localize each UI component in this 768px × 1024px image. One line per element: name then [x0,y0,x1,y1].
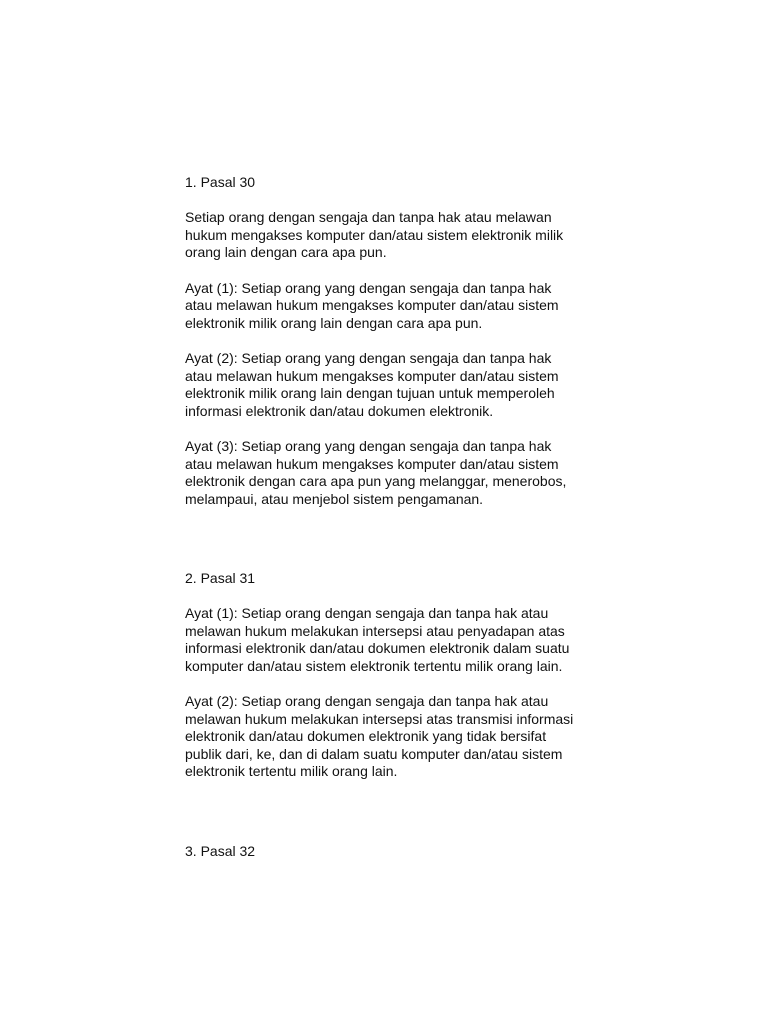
paragraph [185,350,585,420]
text-line: publik dari, ke, dan di dalam suatu komputer dan/atau sistem [185,745,563,762]
text-line: atau melawan hukum mengakses komputer dan/atau sistem [185,367,559,384]
section-pasal-32 [185,843,585,861]
section-heading: 2. Pasal 31 [185,569,256,586]
text-line: hukum mengakses komputer dan/atau sistem elektronik milik [185,226,564,243]
text-line: Ayat (3): Setiap orang yang dengan sengaja dan tanpa hak [185,437,552,454]
text-line: Ayat (1): Setiap orang dengan sengaja dan tanpa hak atau [185,605,549,622]
text-line: informasi elektronik dan/atau dokumen elektronik dalam suatu [185,640,570,657]
text-line: elektronik milik orang lain dengan cara apa pun. [185,314,483,331]
text-line: Setiap orang dengan sengaja dan tanpa hak atau melawan [185,209,552,226]
paragraph [185,605,585,675]
text-line: informasi elektronik dan/atau dokumen elektronik. [185,402,494,419]
text-line: elektronik milik orang lain dengan tujuan untuk memperoleh [185,385,555,402]
section-heading: 1. Pasal 30 [185,174,256,190]
paragraph [185,209,585,262]
paragraph [185,438,585,508]
section-pasal-30 [185,174,585,508]
text-line: Ayat (1): Setiap orang yang dengan sengaja dan tanpa hak [185,279,552,296]
text-line: melawan hukum melakukan intersepsi atas transmisi informasi [185,710,574,727]
paragraph [185,693,585,781]
section-spacer [185,508,585,552]
text-line: elektronik dan/atau dokumen elektronik yang tidak bersifat [185,728,547,745]
text-line: elektronik dengan cara apa pun yang melanggar, menerobos, [185,473,567,490]
text-line: melawan hukum melakukan intersepsi atau penyadapan atas [185,622,565,639]
text-line: orang lain dengan cara apa pun. [185,244,387,261]
section-pasal-31 [185,570,585,781]
text-line: komputer dan/atau sistem elektronik tertentu milik orang lain. [185,657,563,674]
section-heading: 3. Pasal 32 [185,842,256,859]
text-line: atau melawan hukum mengakses komputer dan/atau sistem [185,297,559,314]
text-line: melampaui, atau menjebol sistem pengamanan. [185,490,484,507]
text-line: atau melawan hukum mengakses komputer dan/atau sistem [185,455,559,472]
section-spacer [185,781,585,825]
paragraph [185,280,585,333]
text-line: elektronik tertentu milik orang lain. [185,763,398,780]
text-line: Ayat (2): Setiap orang dengan sengaja dan tanpa hak atau [185,693,549,710]
text-line: Ayat (2): Setiap orang yang dengan sengaja dan tanpa hak [185,349,552,366]
document-body [185,174,585,860]
